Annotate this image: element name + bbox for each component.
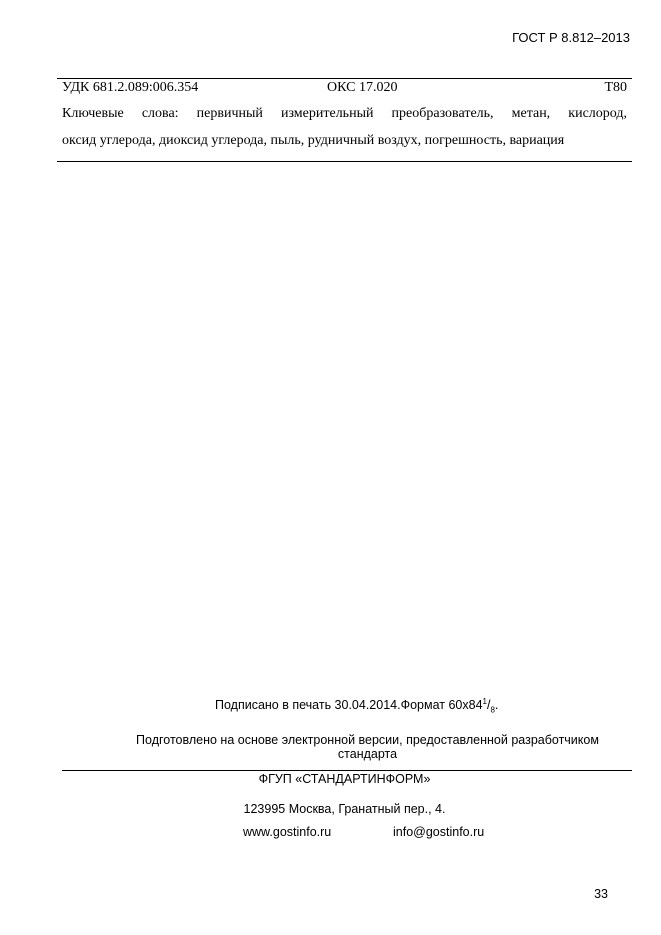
imprint-rule xyxy=(62,770,632,771)
prepared-note: Подготовлено на основе электронной версии, предоставленной разработчиком стандарта xyxy=(136,733,599,761)
signed-for-print: Подписано в печать 30.04.2014.Формат $60x84^1/_8$. xyxy=(215,697,499,715)
keywords-rule xyxy=(57,161,632,162)
publisher-name: ФГУП «СТАНДАРТИНФОРМ» xyxy=(258,772,431,786)
top-rule xyxy=(57,78,632,79)
oks-code: ОКС 17.020 xyxy=(327,80,398,95)
publisher-email[interactable]: info@gostinfo.ru xyxy=(393,825,485,839)
page-number: 33 xyxy=(594,887,608,901)
standard-code: ГОСТ Р 8.812–2013 xyxy=(512,30,630,45)
format-denominator: 8 xyxy=(490,705,495,715)
keywords-line-1: Ключевые слова: первичный измерительный преобразователь, метан, кислород, xyxy=(62,106,627,121)
signed-end: . xyxy=(494,698,499,713)
publisher-address: 123995 Москва, Гранатный пер., 4. xyxy=(243,802,446,816)
signed-text: Подписано в печать 30.04.2014.Формат 60x84 xyxy=(215,698,483,713)
classification-row xyxy=(62,80,627,100)
keywords-line-2: оксид углерода, диоксид углерода, пыль, рудничный воздух, погрешность, вариация xyxy=(62,133,565,148)
format-numerator: 1 xyxy=(482,697,487,706)
class-code: Т80 xyxy=(604,80,627,95)
udk-code: УДК 681.2.089:006.354 xyxy=(62,80,199,95)
publisher-website[interactable]: www.gostinfo.ru xyxy=(243,825,332,839)
